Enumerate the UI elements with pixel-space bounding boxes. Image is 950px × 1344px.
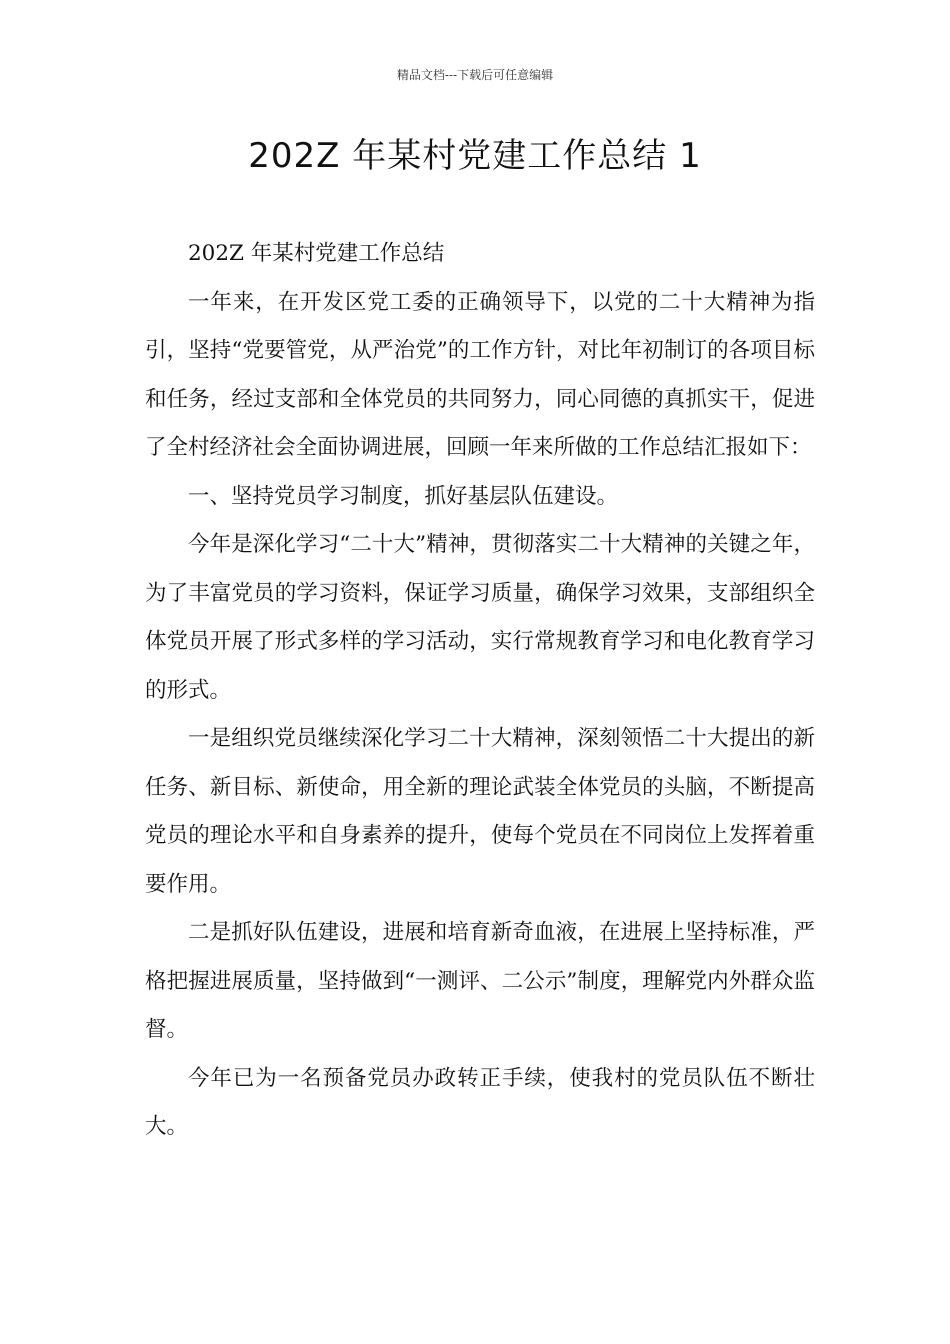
document-title: 202Z 年某村党建工作总结 1 bbox=[248, 136, 702, 176]
paragraph: 202Z 年某村党建工作总结 bbox=[188, 241, 445, 266]
paragraph: 一年来，在开发区党工委的正确领导下，以党的二十大精神为指引，坚持“党要管党，从严治党”的工作方针，对比年初制订的各项目标和任务，经过支部和全体党员的共同努力，同心同德的真抓实干，促进了全村经济社会全面协调进展，回顾一年来所做的工作总结汇报如下： bbox=[145, 289, 815, 460]
paragraph: 一是组织党员继续深化学习二十大精神，深刻领悟二十大提出的新任务、新目标、新使命，用全新的理论武装全体党员的头脑，不断提高党员的理论水平和自身素养的提升，使每个党员在不同岗位上发挥着重要作用。 bbox=[145, 726, 815, 897]
section-heading: 一、坚持党员学习制度，抓好基层队伍建设。 bbox=[188, 483, 619, 509]
paragraph: 今年已为一名预备党员办政转正手续，使我村的党员队伍不断壮大。 bbox=[145, 1065, 815, 1139]
header-note: 精品文档---下载后可任意编辑 bbox=[396, 68, 554, 82]
paragraph: 二是抓好队伍建设，进展和培育新奇血液，在进展上坚持标准，严格把握进展质量，坚持做到“一测评、二公示”制度，理解党内外群众监督。 bbox=[145, 920, 815, 1042]
paragraph: 今年是深化学习“二十大”精神，贯彻落实二十大精神的关键之年，为了丰富党员的学习资料，保证学习质量，确保学习效果，支部组织全体党员开展了形式多样的学习活动，实行常规教育学习和电化教育学习的形式。 bbox=[145, 532, 815, 703]
document-body bbox=[145, 230, 815, 1152]
